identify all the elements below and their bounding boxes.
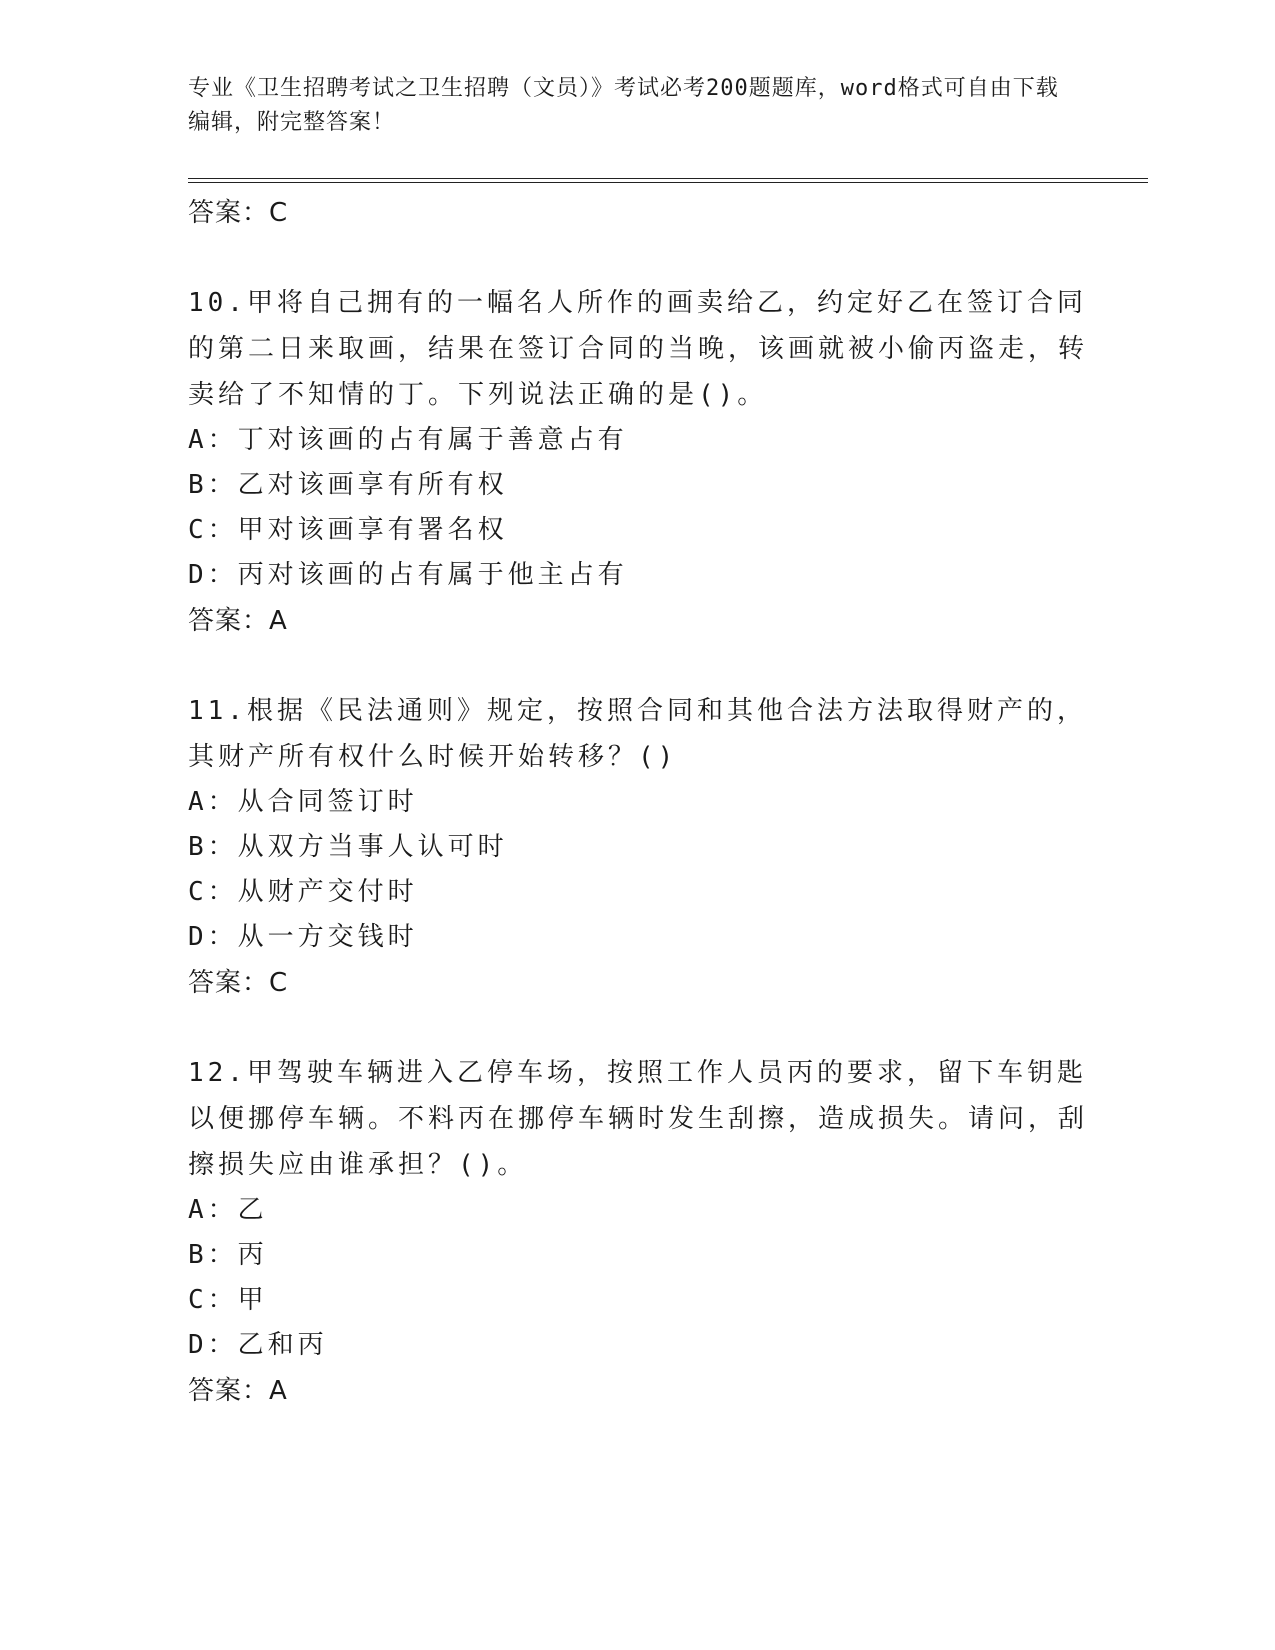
option-b: B：从双方当事人认可时 — [188, 832, 508, 862]
header-text: 专业《卫生招聘考试之卫生招聘（文员）》考试必考200题题库，word格式可自由下载编辑，附完整答案！ — [188, 76, 1059, 135]
option-d: D：丙对该画的占有属于他主占有 — [188, 560, 628, 590]
question-12 — [188, 1050, 1088, 1414]
option-a: A：丁对该画的占有属于善意占有 — [188, 425, 628, 455]
option-a: A：从合同签订时 — [188, 787, 418, 817]
page-header — [188, 72, 1068, 140]
answer-line: 答案：C — [188, 198, 289, 228]
document-body — [188, 190, 1088, 1414]
option-b: B：乙对该画享有所有权 — [188, 470, 508, 500]
option-d: D：乙和丙 — [188, 1330, 328, 1360]
answer-line: 答案：C — [188, 968, 289, 998]
question-11 — [188, 688, 1088, 1006]
option-c: C：甲对该画享有署名权 — [188, 515, 508, 545]
question-10 — [188, 280, 1088, 644]
answer-line: 答案：A — [188, 606, 288, 636]
answer-line: 答案：A — [188, 1376, 288, 1406]
question-stem: 12.甲驾驶车辆进入乙停车场，按照工作人员丙的要求，留下车钥匙以便挪停车辆。不料丙在挪停车辆时发生刮擦，造成损失。请问，刮擦损失应由谁承担？()。 — [188, 1058, 1089, 1180]
option-a: A：乙 — [188, 1195, 268, 1225]
option-c: C：甲 — [188, 1285, 268, 1315]
option-d: D：从一方交钱时 — [188, 922, 418, 952]
option-c: C：从财产交付时 — [188, 877, 418, 907]
question-stem: 11.根据《民法通则》规定，按照合同和其他合法方法取得财产的，其财产所有权什么时候开始转移？() — [188, 696, 1087, 772]
option-b: B：丙 — [188, 1240, 268, 1270]
question-stem: 10.甲将自己拥有的一幅名人所作的画卖给乙，约定好乙在签订合同的第二日来取画，结果在签订合同的当晚，该画就被小偷丙盗走，转卖给了不知情的丁。下列说法正确的是()。 — [188, 288, 1089, 410]
header-divider — [188, 178, 1148, 183]
